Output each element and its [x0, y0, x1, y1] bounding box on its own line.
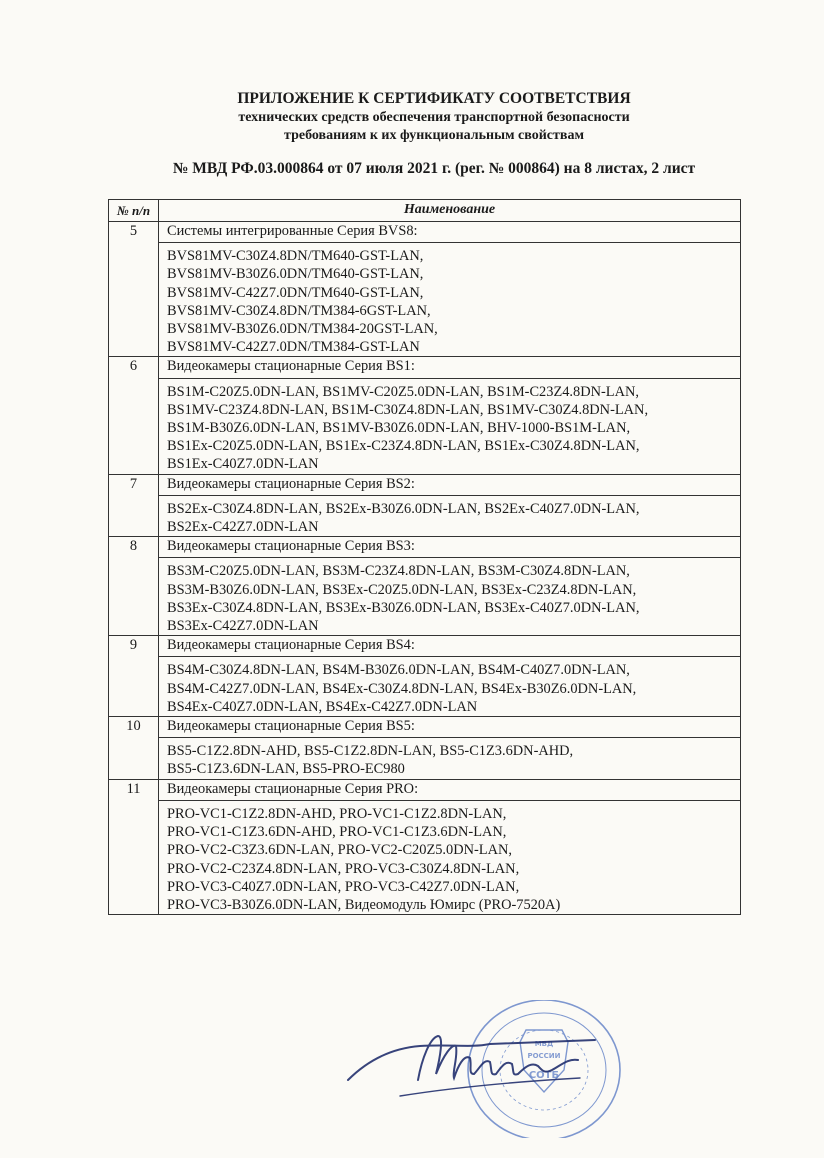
svg-text:МВД: МВД — [534, 1040, 554, 1048]
subtitle-line-2: требованиям к их функциональным свойствам — [284, 128, 584, 143]
models-table — [108, 199, 741, 915]
model-line: BS4Ex-C40Z7.0DN-LAN, BS4Ex-C42Z7.0DN-LAN — [167, 698, 478, 715]
subtitle-line-1: технических средств обеспечения транспортной безопасности — [238, 110, 630, 125]
model-list — [159, 378, 741, 474]
model-line: BS1M-B30Z6.0DN-LAN, BS1MV-B30Z6.0DN-LAN, BHV-1000-BS1M-LAN, — [167, 420, 631, 437]
series-name: Видеокамеры стационарные Серия BS5: — [159, 717, 741, 738]
svg-text:СОТБ: СОТБ — [528, 1070, 560, 1081]
model-line: PRO-VC1-C1Z3.6DN-AHD, PRO-VC1-C1Z3.6DN-LAN, — [167, 824, 507, 841]
model-line: PRO-VC3-B30Z6.0DN-LAN, Видеомодуль Юмирс (PRO-7520A) — [167, 896, 561, 913]
model-line: BS1MV-C23Z4.8DN-LAN, BS1M-C30Z4.8DN-LAN, BS1MV-C30Z4.8DN-LAN, — [167, 401, 649, 418]
model-line: BS1Ex-C20Z5.0DN-LAN, BS1Ex-C23Z4.8DN-LAN, BS1Ex-C30Z4.8DN-LAN, — [167, 438, 640, 455]
page-title: ПРИЛОЖЕНИЕ К СЕРТИФИКАТУ СООТВЕТСТВИЯ — [237, 90, 631, 107]
table-row-models — [109, 738, 741, 779]
table-body — [109, 222, 741, 915]
row-number: 10 — [109, 717, 159, 780]
model-list — [159, 495, 741, 536]
series-name: Видеокамеры стационарные Серия BS2: — [159, 474, 741, 495]
model-line: BVS81MV-C30Z4.8DN/TM384-6GST-LAN, — [167, 302, 431, 319]
model-line: BVS81MV-B30Z6.0DN/TM384-20GST-LAN, — [167, 321, 438, 338]
model-line: BS3Ex-C42Z7.0DN-LAN — [167, 618, 319, 635]
series-name: Видеокамеры стационарные Серия BS1: — [159, 357, 741, 378]
table-row-models — [109, 558, 741, 636]
series-name: Видеокамеры стационарные Серия BS3: — [159, 537, 741, 558]
model-line: PRO-VC2-C23Z4.8DN-LAN, PRO-VC3-C30Z4.8DN-LAN, — [167, 860, 520, 877]
table-header-row — [109, 200, 741, 222]
model-line: BVS81MV-C42Z7.0DN/TM384-GST-LAN — [167, 339, 420, 356]
model-list — [159, 243, 741, 357]
model-line: BS2Ex-C30Z4.8DN-LAN, BS2Ex-B30Z6.0DN-LAN, BS2Ex-C40Z7.0DN-LAN, — [167, 500, 640, 517]
model-line: PRO-VC3-C40Z7.0DN-LAN, PRO-VC3-C42Z7.0DN-LAN, — [167, 878, 520, 895]
model-line: BS5-C1Z2.8DN-AHD, BS5-C1Z2.8DN-LAN, BS5-C1Z3.6DN-AHD, — [167, 743, 574, 760]
series-name: Видеокамеры стационарные Серия BS4: — [159, 636, 741, 657]
row-number: 7 — [109, 474, 159, 537]
signature — [340, 1018, 610, 1108]
svg-text:РОССИИ: РОССИИ — [527, 1052, 561, 1060]
model-line: BS5-C1Z3.6DN-LAN, BS5-PRO-EC980 — [167, 761, 405, 778]
model-line: BS1Ex-C40Z7.0DN-LAN — [167, 456, 319, 473]
model-line: BVS81MV-C42Z7.0DN/TM640-GST-LAN, — [167, 284, 424, 301]
row-number: 11 — [109, 779, 159, 914]
table-row-models — [109, 657, 741, 717]
model-line: PRO-VC1-C1Z2.8DN-AHD, PRO-VC1-C1Z2.8DN-LAN, — [167, 805, 507, 822]
model-list — [159, 558, 741, 636]
row-number: 5 — [109, 222, 159, 357]
model-line: BS4M-C30Z4.8DN-LAN, BS4M-B30Z6.0DN-LAN, BS4M-C40Z7.0DN-LAN, — [167, 662, 630, 679]
model-list — [159, 800, 741, 914]
table-row-models — [109, 800, 741, 914]
model-line: BS3M-C20Z5.0DN-LAN, BS3M-C23Z4.8DN-LAN, BS3M-C30Z4.8DN-LAN, — [167, 563, 630, 580]
model-line: BS4M-C42Z7.0DN-LAN, BS4Ex-C30Z4.8DN-LAN, BS4Ex-B30Z6.0DN-LAN, — [167, 680, 637, 697]
row-number: 8 — [109, 537, 159, 636]
table-row-series — [109, 636, 741, 657]
table-row-series — [109, 717, 741, 738]
table-row-series — [109, 779, 741, 800]
column-header-number: № п/п — [109, 200, 159, 222]
model-line: BS3M-B30Z6.0DN-LAN, BS3Ex-C20Z5.0DN-LAN, BS3Ex-C23Z4.8DN-LAN, — [167, 581, 637, 598]
series-name: Системы интегрированные Серия BVS8: — [159, 222, 741, 243]
table-row-models — [109, 243, 741, 357]
model-line: BVS81MV-C30Z4.8DN/TM640-GST-LAN, — [167, 248, 424, 265]
table-row-series — [109, 222, 741, 243]
row-number: 6 — [109, 357, 159, 474]
row-number: 9 — [109, 636, 159, 717]
model-line: BS2Ex-C42Z7.0DN-LAN — [167, 519, 319, 536]
table-row-series — [109, 474, 741, 495]
series-name: Видеокамеры стационарные Серия PRO: — [159, 779, 741, 800]
certificate-number: № МВД РФ.03.000864 от 07 июля 2021 г. (рег. № 000864) на 8 листах, 2 лист — [172, 160, 696, 177]
table-row-series — [109, 357, 741, 378]
model-line: PRO-VC2-C3Z3.6DN-LAN, PRO-VC2-C20Z5.0DN-LAN, — [167, 842, 512, 859]
model-line: BVS81MV-B30Z6.0DN/TM640-GST-LAN, — [167, 266, 424, 283]
model-line: BS3Ex-C30Z4.8DN-LAN, BS3Ex-B30Z6.0DN-LAN, BS3Ex-C40Z7.0DN-LAN, — [167, 599, 640, 616]
model-list — [159, 738, 741, 779]
model-list — [159, 657, 741, 717]
model-line: BS1M-C20Z5.0DN-LAN, BS1MV-C20Z5.0DN-LAN, BS1M-C23Z4.8DN-LAN, — [167, 383, 639, 400]
table-row-models — [109, 378, 741, 474]
table-row-models — [109, 495, 741, 536]
column-header-name: Наименование — [159, 200, 741, 222]
table-row-series — [109, 537, 741, 558]
